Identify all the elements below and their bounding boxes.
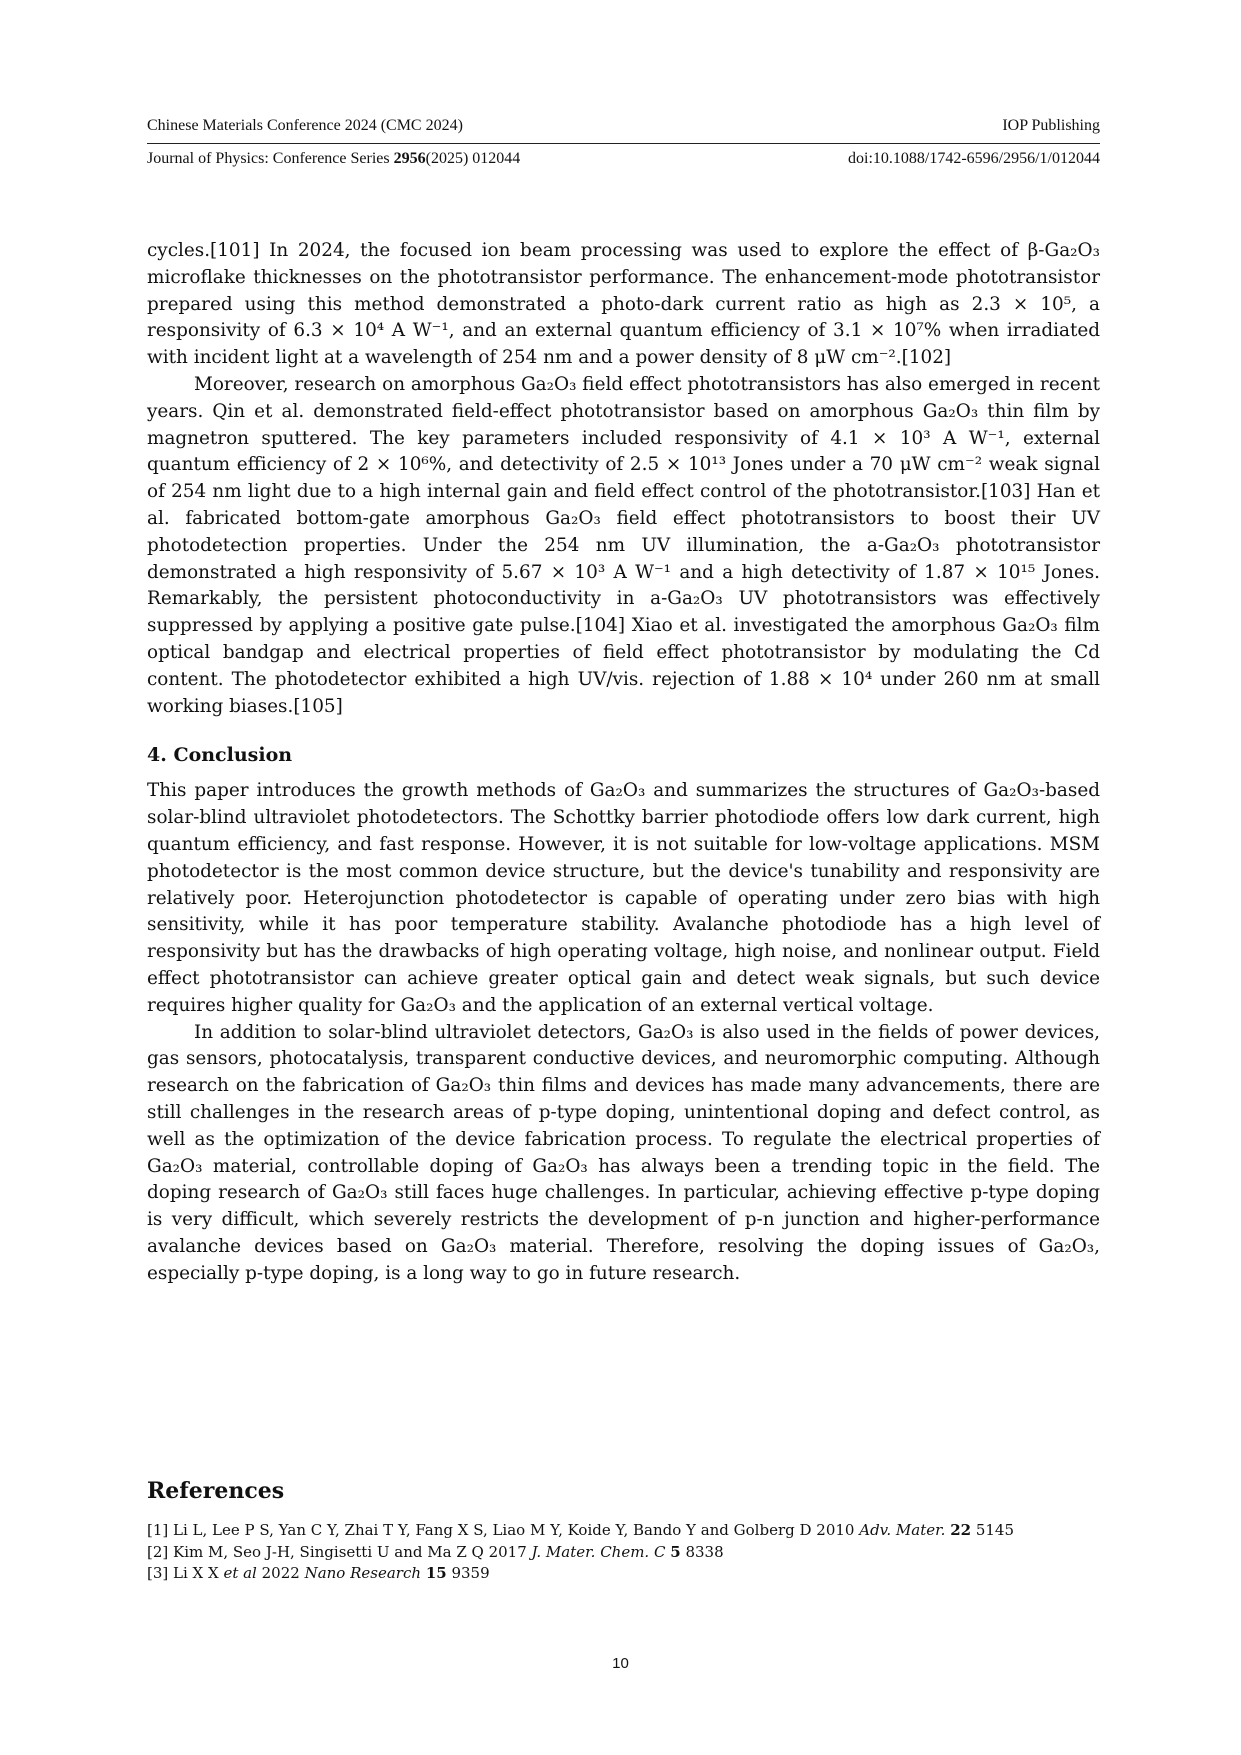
section-heading-conclusion: 4. Conclusion [147, 744, 293, 767]
journal-citation [147, 150, 520, 168]
running-header-top [147, 117, 1100, 135]
reference-volume: 15 [425, 1564, 447, 1582]
journal-volume: 2956 [393, 150, 426, 167]
paragraph-amorphous: Moreover, research on amorphous Ga₂O₃ field effect phototransistors has also emerged in recent years. Qin et al. demonstrated field-effect phototransistor based on amorphous Ga₂O₃ thin film by magnetron sputtered. The key parameters included responsivity of 4.1 × 10³ A W⁻¹, external quantum efficiency of 2 × 10⁶%, and detectivity of 2.5 × 10¹³ Jones under a 70 μW cm⁻² weak signal of 254 nm light due to a high internal gain and field effect control of the phototransistor.[103] Han et al. fabricated bottom-gate amorphous Ga₂O₃ field effect phototransistors to boost their UV photodetection properties. Under the 254 nm UV illumination, the a-Ga₂O₃ phototransistor demonstrated a high responsivity of 5.67 × 10³ A W⁻¹ and a high detectivity of 1.87 × 10¹⁵ Jones. Remarkably, the persistent photoconductivity in a-Ga₂O₃ UV phototransistors was effectively suppressed by applying a positive gate pulse.[104] Xiao et al. investigated the amorphous Ga₂O₃ film optical bandgap and electrical properties of field effect phototransistor by modulating the Cd content. The photodetector exhibited a high UV/vis. rejection of 1.88 × 10⁴ under 260 nm at small working biases.[105] [147, 373, 1100, 717]
conference-name: Chinese Materials Conference 2024 (CMC 2024) [147, 117, 463, 134]
reference-item: [2] Kim M, Seo J-H, Singisetti U and Ma Z Q 2017 J. Mater. Chem. C 5 8338 [147, 1542, 724, 1561]
reference-volume: 5 [670, 1542, 681, 1561]
publisher-name: IOP Publishing [1002, 117, 1100, 134]
body-text [147, 238, 1100, 1287]
journal-article: (2025) 012044 [425, 150, 521, 167]
header-rule [147, 143, 1100, 144]
paragraph-conclusion: This paper introduces the growth methods of Ga₂O₃ and summarizes the structures of Ga₂O₃-based solar-blind ultraviolet photodetectors. The Schottky barrier photodiode offers low dark current, high quantum efficiency, and fast response. However, it is not suitable for low-voltage applications. MSM photodetector is the most common device structure, but the device's tunability and responsivity are relatively poor. Heterojunction photodetector is capable of operating under zero bias with high sensitivity, while it has poor temperature stability. Avalanche photodiode has a high level of responsivity but has the drawbacks of high operating voltage, high noise, and nonlinear output. Field effect phototransistor can achieve greater optical gain and detect weak signals, but such device requires higher quality for Ga₂O₃ and the application of an external vertical voltage. [147, 780, 1100, 1016]
paragraph-continued: cycles.[101] In 2024, the focused ion beam processing was used to explore the effect of β-Ga₂O₃ microflake thicknesses on the phototransistor performance. The enhancement-mode phototransistor prepared using this method demonstrated a photo-dark current ratio as high as 2.3 × 10⁵, a responsivity of 6.3 × 10⁴ A W⁻¹, and an external quantum efficiency of 3.1 × 10⁷% when irradiated with incident light at a wavelength of 254 nm and a power density of 8 μW cm⁻².[102] [147, 240, 1100, 369]
reference-journal: J. Mater. Chem. C [531, 1542, 666, 1561]
running-header-bottom [147, 150, 1100, 168]
reference-item: [3] Li X X et al 2022 Nano Research 15 9359 [147, 1564, 490, 1582]
reference-volume: 22 [950, 1521, 972, 1539]
reference-etal: et al [223, 1564, 257, 1582]
page-number: 10 [612, 1655, 629, 1672]
paragraph-outlook: In addition to solar-blind ultraviolet detectors, Ga₂O₃ is also used in the fields of power devices, gas sensors, photocatalysis, transparent conductive devices, and neuromorphic computing. Although research on the fabrication of Ga₂O₃ thin films and devices has made many advancements, there are still challenges in the research areas of p-type doping, unintentional doping and defect control, as well as the optimization of the device fabrication process. To regulate the electrical properties of Ga₂O₃ material, controllable doping of Ga₂O₃ has always been a trending topic in the field. The doping research of Ga₂O₃ still faces huge challenges. In particular, achieving effective p-type doping is very difficult, which severely restricts the development of p-n junction and higher-performance avalanche devices based on Ga₂O₃ material. Therefore, resolving the doping issues of Ga₂O₃, especially p-type doping, is a long way to go in future research. [147, 1021, 1100, 1284]
reference-item: [1] Li L, Lee P S, Yan C Y, Zhai T Y, Fang X S, Liao M Y, Koide Y, Bando Y and Golberg D 2010 Adv. Mater. 22 5145 [147, 1521, 1015, 1539]
journal-name: Journal of Physics: Conference Series [147, 150, 394, 167]
reference-journal: Nano Research [304, 1564, 422, 1582]
doi: doi:10.1088/1742-6596/2956/1/012044 [848, 150, 1100, 167]
reference-journal: Adv. Mater. [859, 1521, 946, 1539]
references-heading: References [147, 1478, 285, 1504]
reference-list [147, 1520, 1100, 1585]
